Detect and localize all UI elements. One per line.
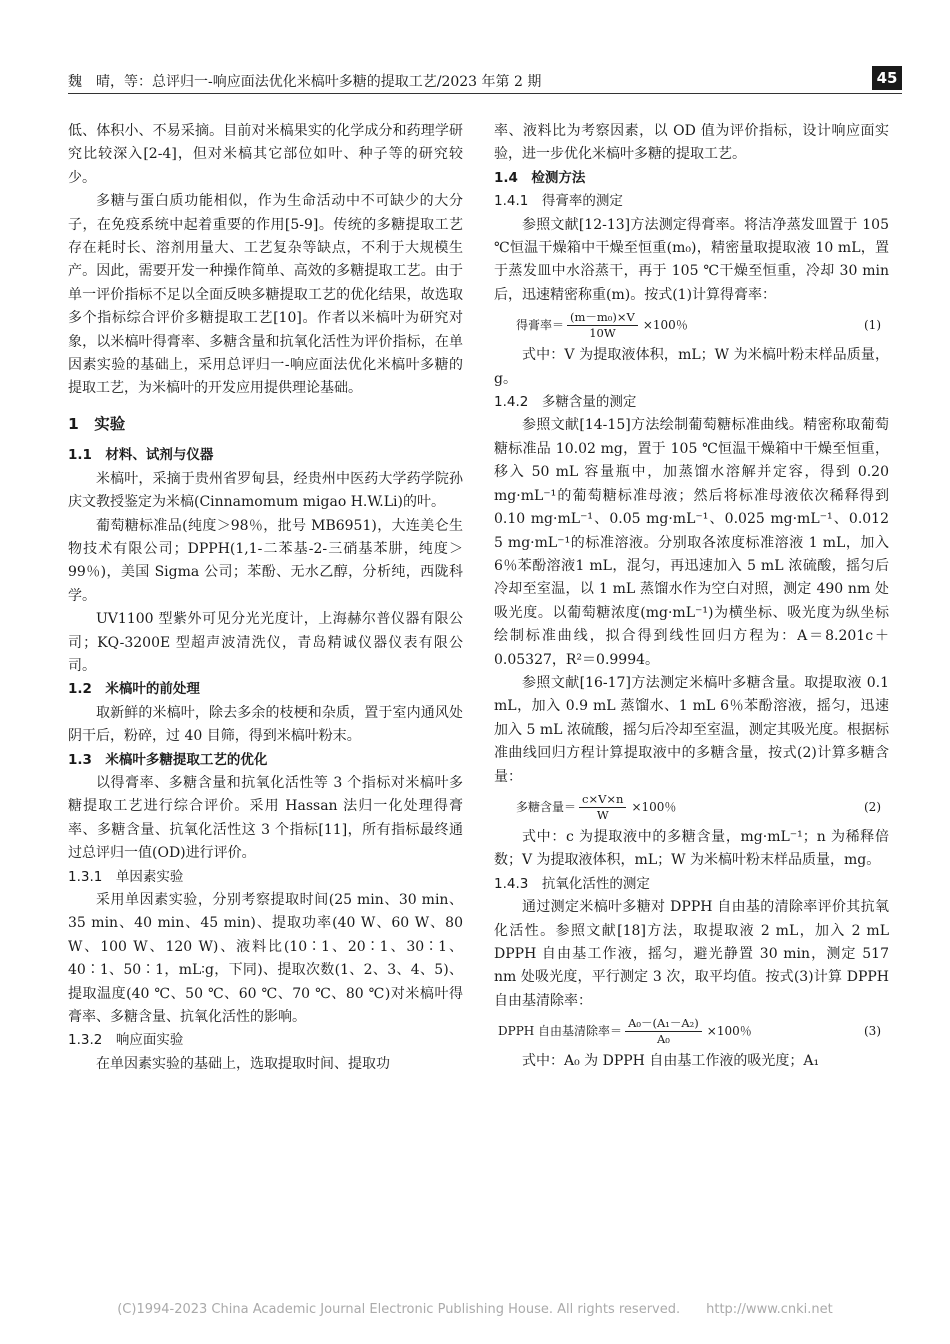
equation-fraction <box>579 792 626 823</box>
equation-number: (1) <box>864 318 881 333</box>
subsubsection-heading: 1.3.2 响应面实验 <box>68 1032 184 1049</box>
subsection-heading: 1.4 检测方法 <box>494 169 586 186</box>
subsection-heading: 1.2 米槁叶的前处理 <box>68 681 200 698</box>
equation-tail: ×100％ <box>706 1024 752 1039</box>
paragraph: 参照文献[14-15]方法绘制葡萄糖标准曲线。精密称取葡萄糖标准品 10.02 mg，置于 105 ℃恒温干燥箱中干燥至恒重，移入 50 mL 容量瓶中，加蒸馏水溶解并定容，得到 0.20 mg·mL⁻¹的葡萄糖标准母液；然后将标准母液依次稀释得到 0.10 mg·mL⁻¹、0.05 mg·mL⁻¹、0.025 mg·mL⁻¹、0.012 5 mg·mL⁻¹的标准溶液。分别取各浓度标准溶液 1 mL，加入 6％苯酚溶液1 mL，混匀，再迅速加入 5 mL 浓硫酸，摇匀后冷却至室温，以 1 mL 蒸馏水作为空白对照，测定 490 nm 处吸光度。以葡萄糖浓度(mg·mL⁻¹)为横坐标、吸光度为纵坐标绘制标准曲线，拟合得到线性回归方程为：A＝8.201c＋0.05327，R²＝0.9994。 <box>494 417 889 668</box>
equation-denominator: 10W <box>589 326 616 341</box>
equation-tail: ×100％ <box>631 799 677 814</box>
equation-1 <box>494 310 889 341</box>
paragraph: 式中：V 为提取液体积，mL；W 为米槁叶粉末样品质量，g。 <box>494 347 889 387</box>
subsection-heading: 1.1 材料、试剂与仪器 <box>68 447 214 464</box>
paragraph: 米槁叶，采摘于贵州省罗甸县，经贵州中医药大学药学院孙庆文教授鉴定为米槁(Cinnamomum migao H.W.Li)的叶。 <box>68 470 463 511</box>
paragraph: UV1100 型紫外可见分光光度计，上海赫尔普仪器有限公司；KQ-3200E 型超声波清洗仪，青岛精诚仪器仪表有限公司。 <box>68 611 463 674</box>
right-column <box>494 120 889 1074</box>
paragraph: 率、液料比为考察因素，以 OD 值为评价指标，设计响应面实验，进一步优化米槁叶多糖的提取工艺。 <box>494 123 889 163</box>
page-number: 45 <box>872 66 902 90</box>
copyright-footer: (C)1994-2023 China Academic Journal Electronic Publishing House. All rights reserved. http://www.cnki.net <box>117 1302 833 1317</box>
running-title: 魏 晴，等：总评归一-响应面法优化米槁叶多糖的提取工艺/2023 年第 2 期 <box>68 74 542 90</box>
running-header <box>68 66 898 92</box>
equation-lhs: DPPH 自由基清除率＝ <box>498 1024 623 1039</box>
equation-numerator: (m－m₀)×V <box>567 310 638 326</box>
paragraph: 式中：c 为提取液中的多糖含量，mg·mL⁻¹；n 为稀释倍数；V 为提取液体积，mL；W 为米槁叶粉末样品质量，mg。 <box>494 828 889 869</box>
paragraph: 采用单因素实验，分别考察提取时间(25 min、30 min、35 min、40 min、45 min)、提取功率(40 W、60 W、80 W、100 W、120 W)、液料比(10∶1、20∶1、30∶1、40∶1、50∶1，mL∶g，下同)、提取次数(1、2、3、4、5)、提取温度(40 ℃、50 ℃、60 ℃、70 ℃、80 ℃)对米槁叶得膏率、多糖含量、抗氧化活性的影响。 <box>68 892 463 1026</box>
subsubsection-heading: 1.4.1 得膏率的测定 <box>494 193 623 210</box>
subsubsection-heading: 1.4.3 抗氧化活性的测定 <box>494 875 650 892</box>
subsubsection-heading: 1.3.1 单因素实验 <box>68 868 184 885</box>
section-heading: 1 实验 <box>68 414 126 433</box>
equation-2 <box>494 792 889 823</box>
equation-fraction <box>567 310 638 341</box>
paragraph: 低、体积小、不易采摘。目前对米槁果实的化学成分和药理学研究比较深入[2-4]，但对米槁其它部位如叶、种子等的研究较少。 <box>68 123 463 186</box>
equation-lhs: 得膏率＝ <box>516 318 565 333</box>
paragraph: 参照文献[16-17]方法测定米槁叶多糖含量。取提取液 0.1 mL，加入 0.9 mL 蒸馏水、1 mL 6％苯酚溶液，摇匀，迅速加入 5 mL 浓硫酸，摇匀后冷却至室温，测定其吸光度。根据标准曲线回归方程计算提取液中的多糖含量，按式(2)计算多糖含量： <box>494 674 889 785</box>
subsubsection-heading: 1.4.2 多糖含量的测定 <box>494 394 637 411</box>
paragraph: 参照文献[12-13]方法测定得膏率。将洁净蒸发皿置于 105 ℃恒温干燥箱中干燥至恒重(m₀)，精密量取提取液 10 mL，置于蒸发皿中水浴蒸干，再于 105 ℃干燥至恒重，冷却 30 min 后，迅速精密称重(m)。按式(1)计算得膏率： <box>494 216 889 303</box>
equation-denominator: A₀ <box>656 1032 670 1047</box>
equation-lhs: 多糖含量＝ <box>516 799 577 814</box>
paragraph: 葡萄糖标准品(纯度＞98％，批号 MB6951)，大连美仑生物技术有限公司；DPPH(1,1-二苯基-2-三硝基苯肼，纯度＞99％)，美国 Sigma 公司；苯酚、无水乙醇，分析纯，西陇科学。 <box>68 517 463 604</box>
equation-number: (2) <box>864 799 881 814</box>
equation-3 <box>494 1016 889 1047</box>
paragraph: 取新鲜的米槁叶，除去多余的枝梗和杂质，置于室内通风处阴干后，粉碎，过 40 目筛，得到米槁叶粉末。 <box>68 704 463 745</box>
equation-number: (3) <box>864 1024 881 1039</box>
equation-denominator: W <box>596 807 609 822</box>
paragraph: 在单因素实验的基础上，选取提取时间、提取功 <box>96 1055 390 1072</box>
left-column <box>68 120 463 1076</box>
header-rule <box>68 93 902 94</box>
paragraph: 通过测定米槁叶多糖对 DPPH 自由基的清除率评价其抗氧化活性。参照文献[18]方法，取提取液 2 mL，加入 2 mL DPPH 自由基工作液，摇匀，避光静置 30 min，测定 517 nm 处吸光度，平行测定 3 次，取平均值。按式(3)计算 DPPH 自由基清除率： <box>494 899 889 1009</box>
paragraph: 以得膏率、多糖含量和抗氧化活性等 3 个指标对米槁叶多糖提取工艺进行综合评价。采用 Hassan 法归一化处理得膏率、多糖含量、抗氧化活性这 3 个指标[11]，所有指标最终通过总评归一值(OD)进行评价。 <box>68 774 463 862</box>
equation-fraction <box>625 1016 702 1047</box>
equation-numerator: c×V×n <box>579 792 626 808</box>
subsection-heading: 1.3 米槁叶多糖提取工艺的优化 <box>68 751 268 768</box>
equation-numerator: A₀－(A₁－A₂) <box>625 1016 702 1032</box>
paragraph: 多糖与蛋白质功能相似，作为生命活动中不可缺少的大分子，在免疫系统中起着重要的作用[5-9]。传统的多糖提取工艺存在耗时长、溶剂用量大、工艺复杂等缺点，不利于大规模生产。因此，需要开发一种操作简单、高效的多糖提取工艺。由于单一评价指标不足以全面反映多糖提取工艺的优化结果，故选取多个指标综合评价多糖提取工艺[10]。作者以米槁叶为研究对象，以米槁叶得膏率、多糖含量和抗氧化活性为评价指标，在单因素实验的基础上，采用总评归一-响应面法优化米槁叶多糖的提取工艺，为米槁叶的开发应用提供理论基础。 <box>68 193 463 397</box>
paragraph: 式中：A₀ 为 DPPH 自由基工作液的吸光度；A₁ <box>522 1053 820 1070</box>
equation-tail: ×100％ <box>642 318 688 333</box>
